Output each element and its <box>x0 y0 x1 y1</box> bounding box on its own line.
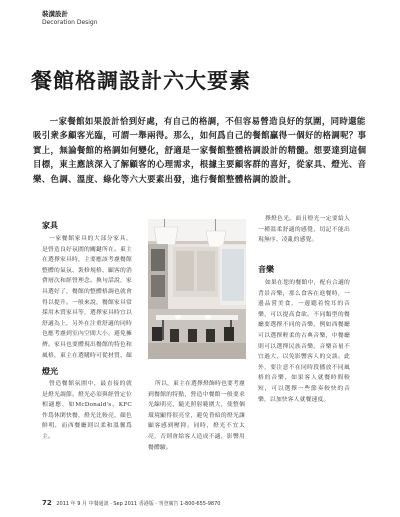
paragraph-music: 如果在您的餐館中，配有合適的背景音樂，那么食客在進餐時，一邊品嘗美食，一邊聽着悅耳的音樂，可以提高食欲。不同類型的餐廳要選擇不同的音樂，例如西餐廳可以選擇輕柔的古典音樂，中餐廳則可以選擇民族音樂。音樂音量不宜過大，以免影響客人的交談。此外，要注意不在同時段播放不同風格的音樂，如果客人就餐時間較短，可以選擇一些節奏較快的音樂，以加快客人就餐速度。 <box>258 280 350 403</box>
lead-paragraph: 一家餐館如果設計恰到好處，有自己的格調，不但容易營造良好的氛圍，同時還能吸引衆多顧客光臨，可謂一舉兩得。那么，如何爲自己的餐館贏得一個好的格調呢？事實上，無論餐館的格調如何變化，舒適是一家餐館整體格調設計的精髓。想要達到這個目標，東主應該深入了解顧客的心理需求，根據主要顧客群的喜好，從家具、燈光、音樂、色調、溫度、綠化等六大要素出發，進行餐館整體格調的設計。 <box>33 116 367 184</box>
page-number: 72 <box>42 499 52 507</box>
paragraph-lighting-cont: 所以，東主在選擇燈飾時也要考慮到餐館的特點，營造中餐館一般要求光線明亮，隨光照射範圍大，使整個環境顯得很亮堂，避免昏暗的燈光讓顧客感到壓抑。同時，燈光不宜太亮，否則會給客人造成不適，影響用餐體驗。 <box>148 381 245 451</box>
page-footer <box>42 499 220 507</box>
paragraph-lighting: 營造餐館氛圍中，最直接的就是燈光調節。燈光必須與經營定位相適應，如McDonald's、KFC 作爲休閑快餐，燈光比較亮，顏色鮮明，而西餐廳則以柔和溫馨爲主。 <box>42 381 132 440</box>
footer-text: 2011 年 9 月 中餐通訊 · Sep 2011 香港版 · 刊登廣告 1-800-655-9870 <box>56 501 221 507</box>
restaurant-photo <box>148 219 246 359</box>
paragraph-lighting-end: 擇燈色光。面且燈光一定要給人一種溫柔舒適的感覺，切記不能出現無序、凌亂的感覺。 <box>258 216 350 244</box>
heading-lighting: 燈光 <box>42 366 58 376</box>
section-label: 裝潢設計 <box>42 10 68 18</box>
heading-furniture: 家具 <box>42 220 58 230</box>
article-title: 餐館格調設計六大要素 <box>31 68 251 93</box>
paragraph-furniture: 一家餐館家具的大部分家具，是營造良好氛圍的關鍵所在。東主在選擇家具時，主要應該考慮餐館整體的氣氛、裝修規格、顧客的消費層次和經營理念。換句話說，家具選好了，餐館的整體格調也就會得以提升。一般來說，餐館家具常採用木質家具等，選擇家具時宜以舒適為上，另外在注重舒適的同時也應考慮到室內空間大小，避免擁擠。家具也要體現出餐館的特色和風格，東主在選購時可從材質、顏 <box>42 236 132 359</box>
heading-music: 音樂 <box>258 264 274 274</box>
section-label-en: Decoration Design <box>42 19 98 26</box>
